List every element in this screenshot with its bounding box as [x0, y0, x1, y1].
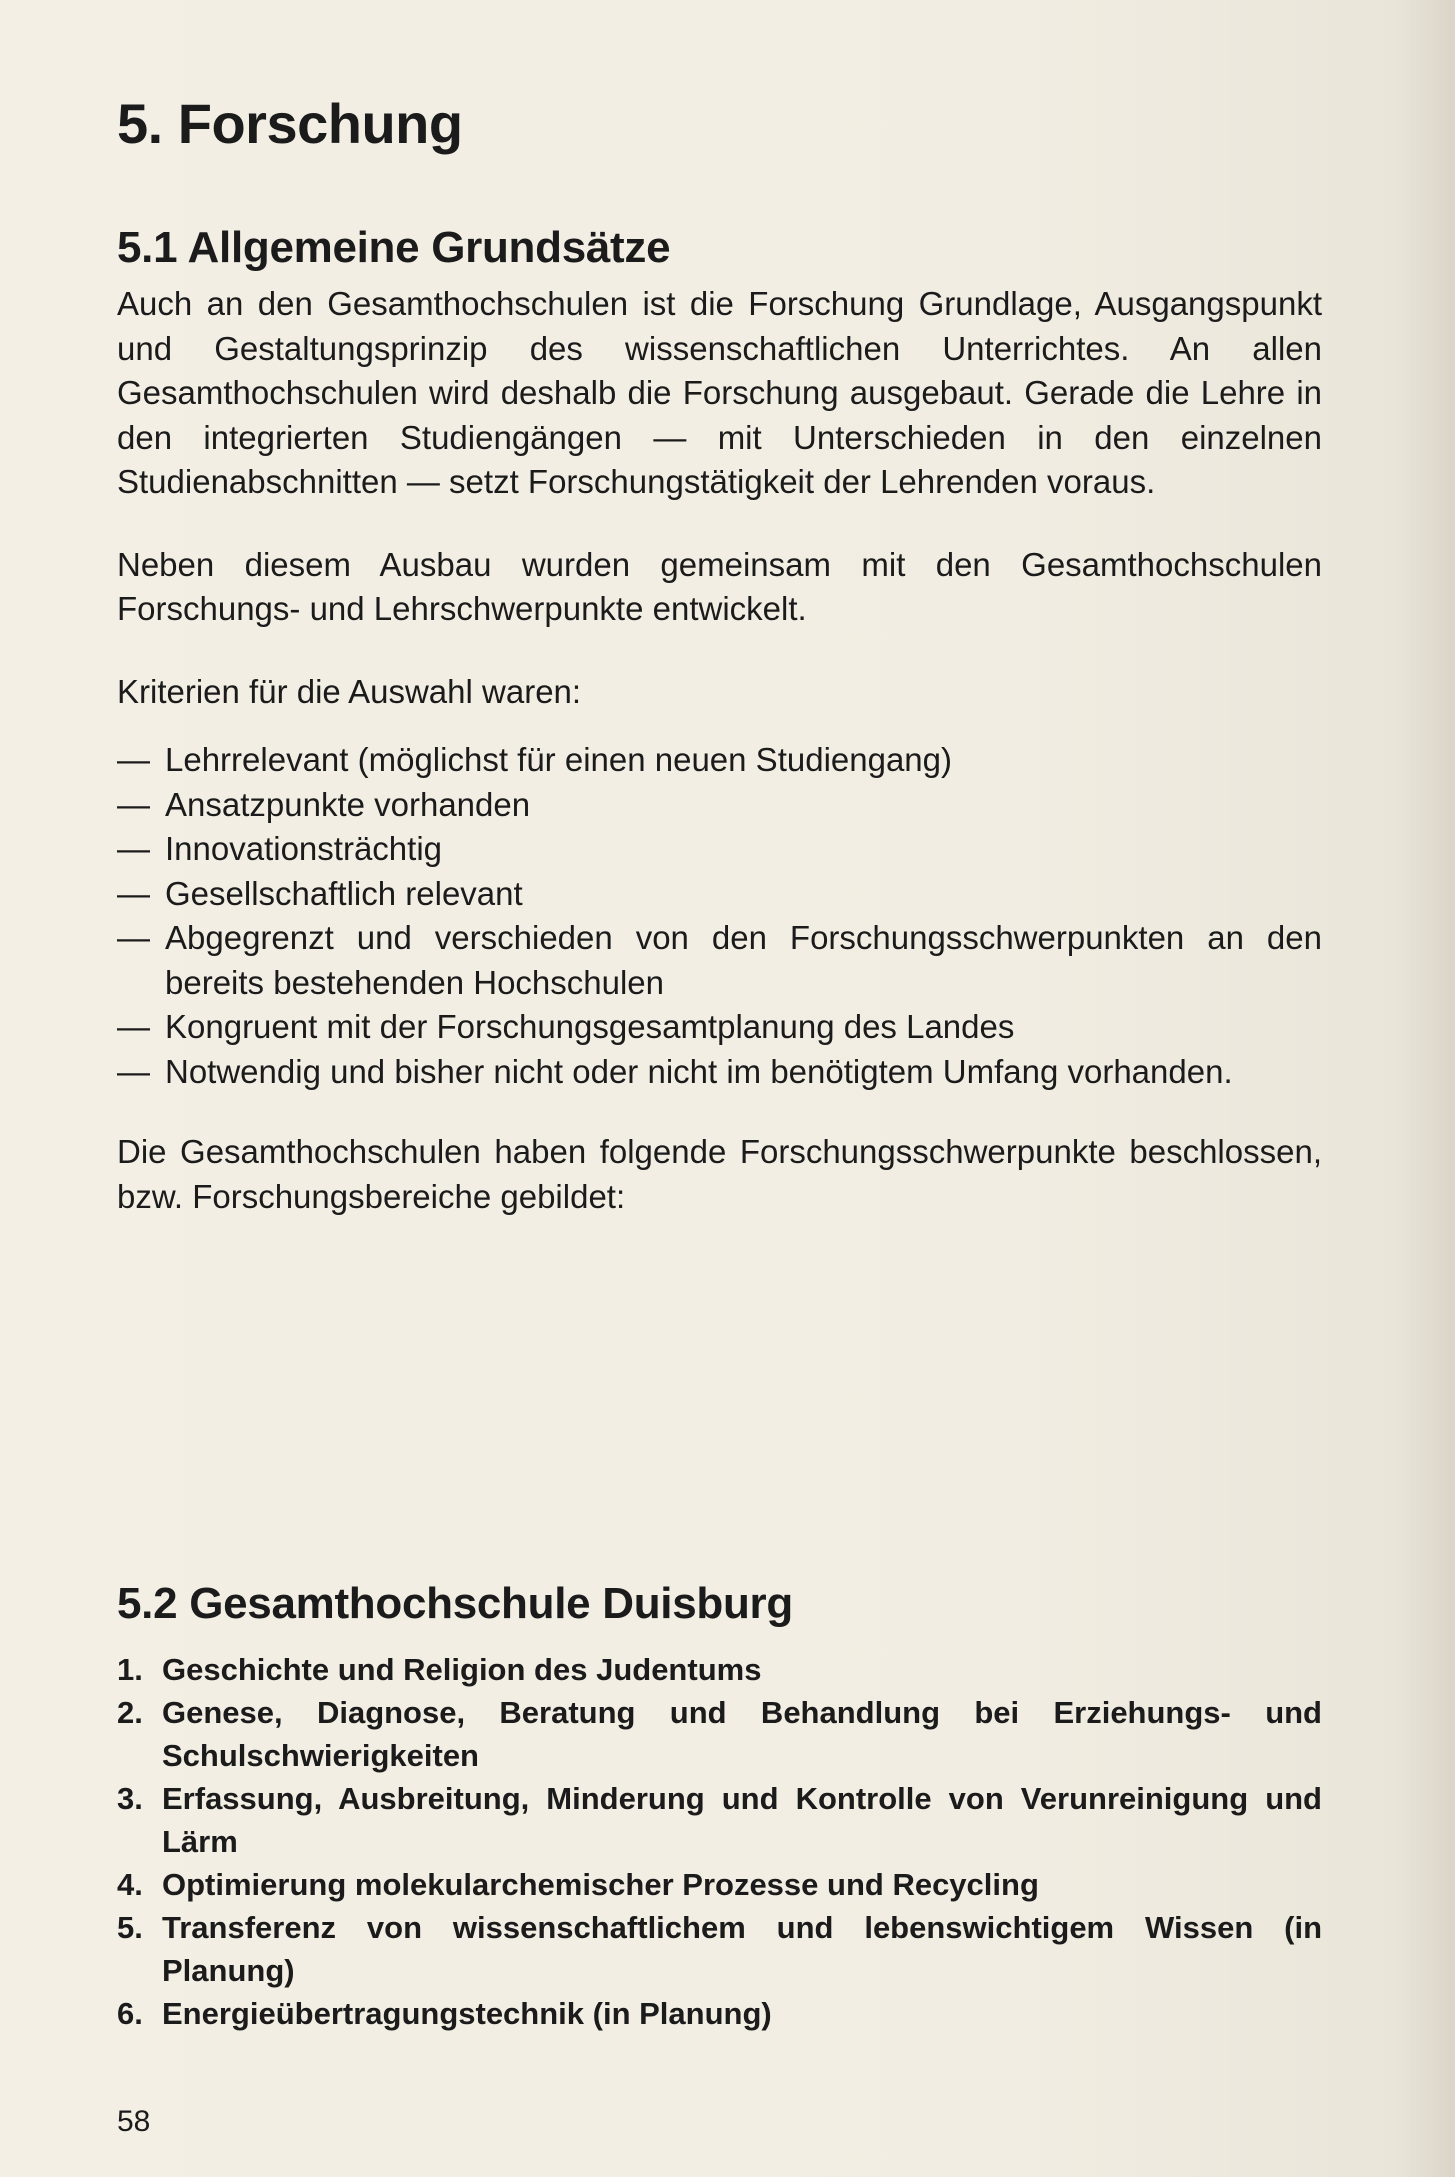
dash-bullet: — — [117, 741, 150, 778]
list-item: — Innovationsträchtig — [117, 827, 1322, 872]
list-item: — Abgegrenzt und verschieden von den Forschungsschwerpunkten an den bereits bestehenden Hochschulen — [117, 916, 1322, 1005]
page-number: 58 — [117, 2105, 151, 2138]
subsection-title-5-2: 5.2 Gesamthochschule Duisburg — [117, 1579, 793, 1628]
dash-bullet: — — [117, 1052, 150, 1090]
paragraph-kriterien: Kriterien für die Auswahl waren: — [117, 672, 582, 710]
section-title: 5. Forschung — [117, 92, 463, 155]
paragraph-beschlossen: Die Gesamthochschulen haben folgende Forschungsschwerpunkte beschlossen, bzw. Forschungsbereiche gebildet: — [117, 1133, 1322, 1215]
list-item: 4. Optimierung molekularchemischer Prozesse und Recycling — [117, 1867, 1039, 1902]
subsection-title-5-1: 5.1 Allgemeine Grundsätze — [117, 223, 671, 272]
dash-bullet: — — [117, 919, 150, 956]
list-item: 6. Energieübertragungstechnik (in Planung) — [117, 1996, 772, 2031]
dash-bullet: — — [117, 785, 150, 823]
paragraph-schwerpunkte: Neben diesem Ausbau wurden gemeinsam mit den Gesamthochschulen Forschungs- und Lehrschwerpunkte entwickelt. — [117, 545, 1322, 627]
list-item: — Kongruent mit der Forschungsgesamtplanung des Landes — [117, 1005, 1322, 1050]
list-item: 2. Genese, Diagnose, Beratung und Behandlung bei Erziehungs- und Schulschwierigkeiten — [117, 1695, 1322, 1773]
list-item: 1. Geschichte und Religion des Judentums — [117, 1652, 762, 1687]
page-edge-shadow — [1395, 0, 1455, 2177]
list-item: 5. Transferenz von wissenschaftlichem und lebenswichtigem Wissen (in Planung) — [117, 1910, 1322, 1988]
list-item: — Gesellschaftlich relevant — [117, 872, 1322, 917]
list-item: — Notwendig und bisher nicht oder nicht im benötigtem Umfang vorhanden. — [117, 1050, 1322, 1095]
page-content — [117, 88, 1322, 2031]
duisburg-research-list — [117, 1648, 1322, 2035]
paragraph-intro: Auch an den Gesamthochschulen ist die Forschung Grundlage, Ausgangspunkt und Gestaltungsprinzip des wissenschaftlichen Unterrichtes. An allen Gesamthochschulen wird deshalb die Forschung ausgebaut. Gerade die Lehre in den integrierten Studiengängen — mit Unterschieden in den einzelnen Studienabschnitten — setzt Forschungstätigkeit der Lehrenden voraus. — [117, 285, 1322, 500]
list-item: 3. Erfassung, Ausbreitung, Minderung und Kontrolle von Verunreinigung und Lärm — [117, 1781, 1322, 1859]
dash-bullet: — — [117, 1008, 150, 1045]
dash-bullet: — — [117, 830, 150, 867]
criteria-list — [117, 738, 1322, 1094]
list-item: — Ansatzpunkte vorhanden — [117, 783, 1322, 828]
dash-bullet: — — [117, 874, 150, 912]
list-item: — Lehrrelevant (möglichst für einen neuen Studiengang) — [117, 738, 1322, 783]
